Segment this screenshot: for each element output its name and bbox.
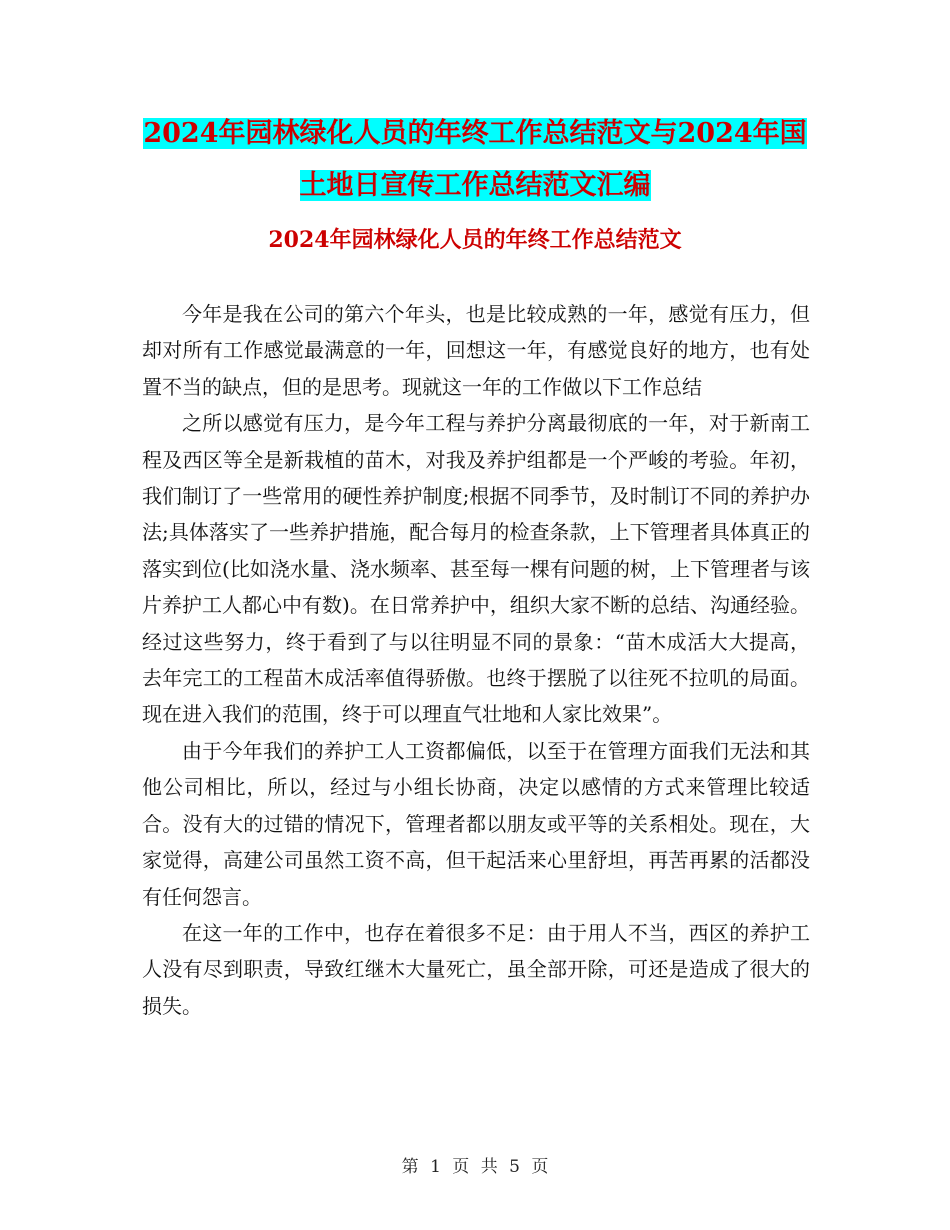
paragraph-1: 今年是我在公司的第六个年头，也是比较成熟的一年，感觉有压力，但却对所有工作感觉最满意的一年，回想这一年，有感觉良好的地方，也有处置不当的缺点，但的是思考。现就这一年的工作做以下工作总结 <box>142 302 810 399</box>
paragraph-2: 之所以感觉有压力，是今年工程与养护分离最彻底的一年，对于新南工程及西区等全是新栽植的苗木，对我及养护组都是一个严峻的考验。年初，我们制订了一些常用的硬性养护制度;根据不同季节，及时制订不同的养护办法;具体落实了一些养护措施，配合每月的检查条款，上下管理者具体真正的落实到位(比如浇水量、浇水频率、甚至每一棵有问题的树，上下管理者与该片养护工人都心中有数)。在日常养护中，组织大家不断的总结、沟通经验。经过这些努力，终于看到了与以往明显不同的景象：“苗木成活大大提高，去年完工的工程苗木成活率值得骄傲。也终于摆脱了以往死不拉叽的局面。现在进入我们的范围，终于可以理直气壮地和人家比效果”。 <box>142 411 810 727</box>
document-title-line-1: 2024年园林绿化人员的年终工作总结范文与2024年国 <box>143 118 807 149</box>
paragraph-3: 由于今年我们的养护工人工资都偏低，以至于在管理方面我们无法和其他公司相比，所以，经过与小组长协商，决定以感情的方式来管理比较适合。没有大的过错的情况下，管理者都以朋友或平等的关系相处。现在，大家觉得，高建公司虽然工资不高，但干起活来心里舒坦，再苦再累的活都没有任何怨言。 <box>142 738 810 909</box>
section-title: 2024年园林绿化人员的年终工作总结范文 <box>268 227 682 253</box>
document-title-line-2: 土地日宣传工作总结范文汇编 <box>299 170 651 201</box>
paragraph-4: 在这一年的工作中，也存在着很多不足：由于用人不当，西区的养护工人没有尽到职责，导致红继木大量死亡，虽全部开除，可还是造成了很大的损失。 <box>142 920 810 1018</box>
body-text <box>142 296 810 1024</box>
document-title <box>130 108 820 212</box>
page-footer: 第 1 页 共 5 页 <box>401 1157 549 1177</box>
